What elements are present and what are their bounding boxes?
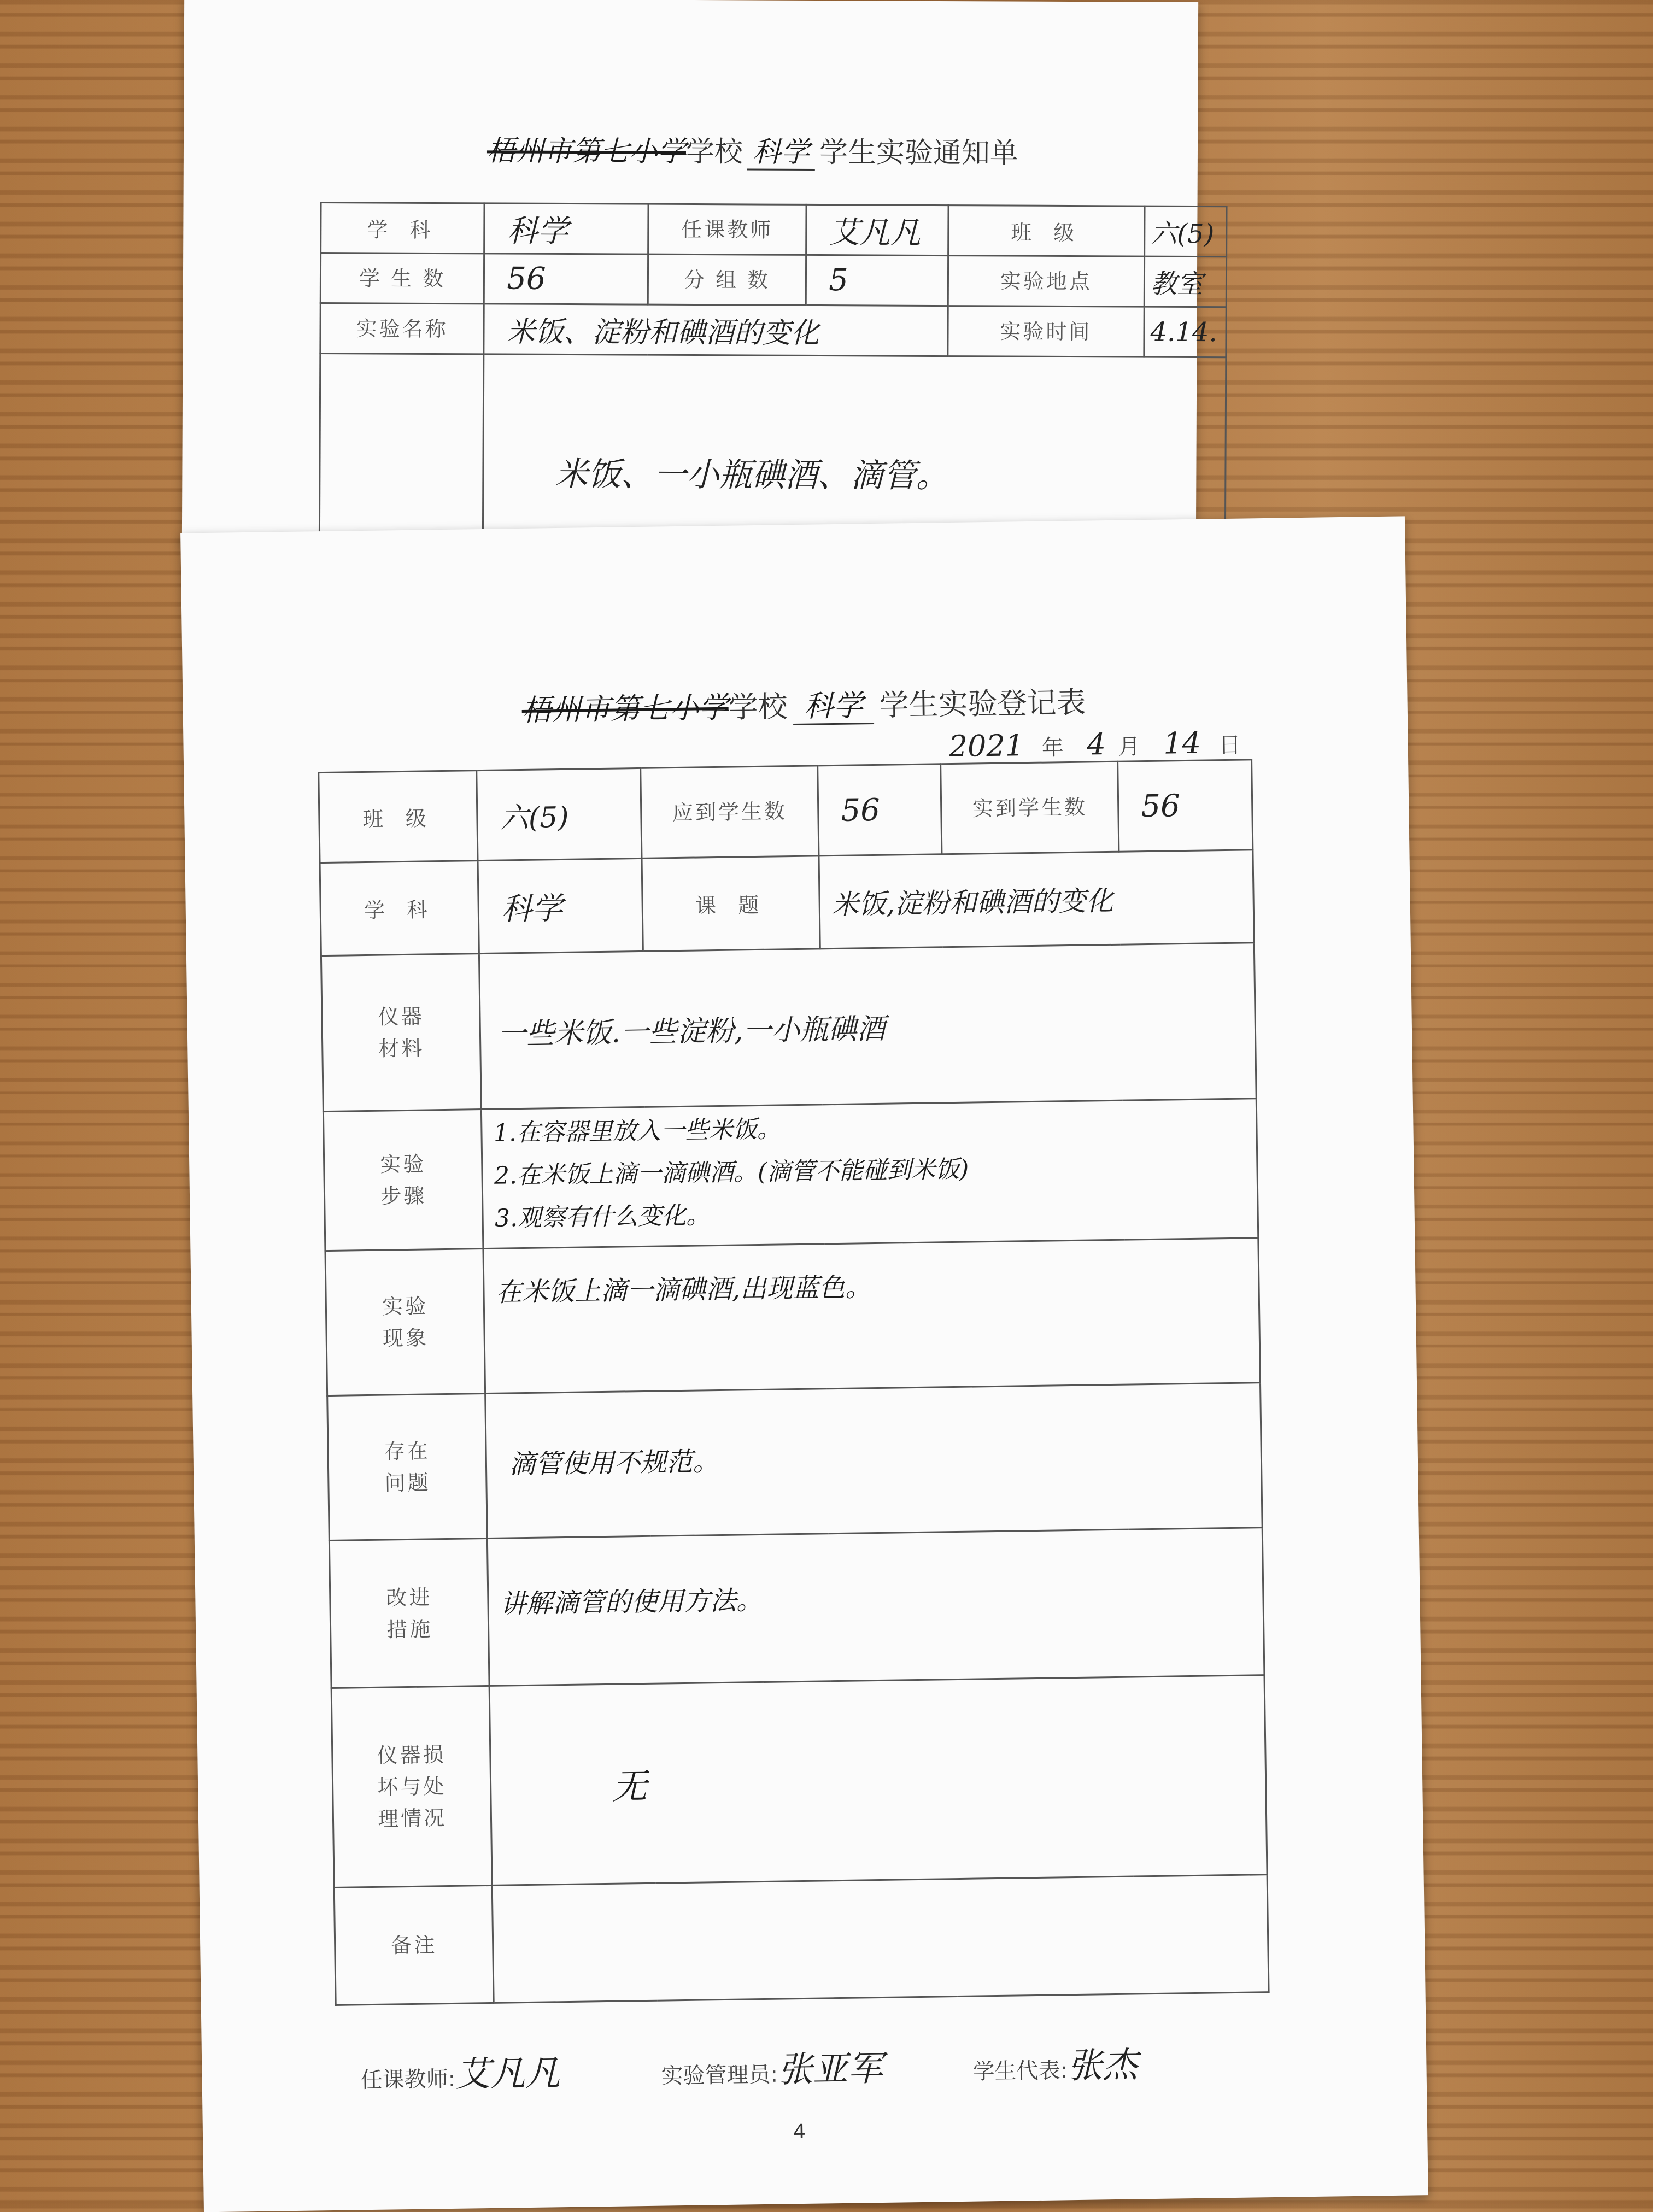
date-month: 4 — [1087, 727, 1106, 762]
register-value-phenomenon: 在米饭上滴一滴碘酒,出现蓝色。 — [483, 1238, 1260, 1394]
date-month-unit: 月 — [1118, 734, 1141, 760]
notice-title-rest: 学生实验通知单 — [819, 136, 1019, 170]
date-year: 2021 — [948, 728, 1024, 764]
date-day: 14 — [1163, 725, 1201, 761]
register-value-class: 六(5) — [477, 768, 642, 860]
register-value-remarks — [493, 1875, 1269, 2003]
step-item: 3.观察有什么变化。 — [494, 1201, 711, 1233]
register-label-improvement — [329, 1538, 489, 1688]
footer-student-label: 学生代表: — [972, 2058, 1068, 2085]
notice-label-students: 学 生 数 — [320, 253, 484, 304]
register-label-damage — [331, 1686, 492, 1887]
register-label-improvement-l2: 措施 — [386, 1616, 433, 1642]
register-label-steps-l1: 实验 — [380, 1152, 426, 1177]
register-label-equipment-l2: 材料 — [378, 1036, 425, 1061]
notice-value-students: 56 — [484, 254, 648, 304]
footer-admin — [661, 2040, 883, 2094]
register-label-topic: 课 题 — [642, 856, 820, 952]
notice-value-equipment: 米饭、一小瓶碘酒、滴管。 — [483, 354, 1226, 587]
register-value-subject: 科学 — [478, 858, 643, 953]
notice-value-groups: 5 — [806, 255, 948, 306]
date-year-unit: 年 — [1041, 735, 1064, 761]
notice-title — [487, 127, 1018, 171]
register-date — [948, 725, 1241, 764]
date-day-unit: 日 — [1218, 732, 1241, 759]
register-label-damage-l2: 坏与处 — [377, 1774, 447, 1799]
register-subject: 科学 — [793, 688, 874, 725]
notice-label-location: 实验地点 — [948, 256, 1145, 307]
footer-teacher-label: 任课教师: — [360, 2066, 456, 2093]
register-label-improvement-l1: 改进 — [386, 1585, 432, 1610]
register-label-actual: 实到学生数 — [941, 761, 1119, 854]
notice-label-subject: 学 科 — [321, 203, 485, 254]
footer-admin-label: 实验管理员: — [661, 2062, 778, 2089]
register-value-improvement: 讲解滴管的使用方法。 — [488, 1528, 1264, 1686]
register-label-phenomenon — [325, 1249, 485, 1396]
register-value-problems: 滴管使用不规范。 — [485, 1383, 1262, 1539]
register-label-remarks: 备注 — [334, 1885, 494, 2005]
footer-admin-signature: 张亚军 — [777, 2048, 883, 2091]
register-label-problems — [327, 1394, 488, 1541]
register-value-equipment: 一些米饭.一些淀粉,一小瓶碘酒 — [479, 943, 1256, 1110]
notice-label-exp-name: 实验名称 — [320, 303, 484, 354]
notice-value-class: 六(5) — [1145, 206, 1227, 257]
register-label-steps — [323, 1110, 483, 1251]
register-label-problems-l2: 问题 — [384, 1470, 431, 1495]
step-item: 1.在容器里放入一些米饭。 — [493, 1115, 782, 1147]
notice-label-groups: 分 组 数 — [648, 254, 806, 305]
notice-school-suffix: 学校 — [685, 135, 743, 169]
notice-value-teacher: 艾凡凡 — [806, 204, 948, 255]
register-table — [318, 759, 1269, 2006]
register-label-subject: 学 科 — [320, 861, 479, 956]
register-label-phenomenon-l1: 实验 — [382, 1294, 429, 1319]
notice-label-class: 班 级 — [948, 206, 1145, 257]
notice-value-exp-time: 4.14. — [1144, 307, 1226, 357]
register-school-name: 梧州市第七小学 — [521, 690, 729, 727]
register-label-equipment-l1: 仪器 — [378, 1004, 425, 1029]
register-title-rest: 学生实验登记表 — [879, 685, 1087, 723]
register-label-phenomenon-l2: 现象 — [382, 1325, 429, 1351]
notice-school-name: 梧州市第七小学 — [486, 134, 687, 168]
register-label-equipment — [321, 954, 481, 1112]
notice-value-subject: 科学 — [484, 203, 648, 254]
footer-student-signature: 张杰 — [1067, 2045, 1138, 2087]
footer-teacher — [360, 2045, 561, 2098]
footer-student — [972, 2037, 1138, 2089]
notice-label-exp-time: 实验时间 — [948, 306, 1145, 357]
notice-sheet — [182, 0, 1217, 549]
notice-value-location: 教室 — [1144, 256, 1226, 307]
register-sheet — [180, 516, 1428, 2212]
register-value-actual: 56 — [1118, 760, 1253, 852]
page-number: 4 — [793, 2120, 806, 2144]
register-school-suffix: 学校 — [728, 689, 788, 725]
register-label-expected: 应到学生数 — [641, 766, 819, 859]
notice-value-exp-name: 米饭、淀粉和碘酒的变化 — [484, 304, 948, 356]
register-label-class: 班 级 — [319, 771, 478, 863]
notice-label-teacher: 任课教师 — [648, 204, 807, 255]
notice-subject: 科学 — [747, 136, 815, 171]
register-label-problems-l1: 存在 — [384, 1439, 431, 1464]
steps-list — [482, 1101, 1257, 1240]
register-value-topic: 米饭,淀粉和碘酒的变化 — [819, 850, 1254, 949]
step-item: 2.在米饭上滴一滴碘酒。(滴管不能碰到米饭) — [494, 1155, 969, 1190]
register-label-damage-l3: 理情况 — [377, 1806, 447, 1831]
register-label-steps-l2: 步骤 — [380, 1183, 427, 1208]
register-value-expected: 56 — [818, 764, 942, 856]
register-value-steps — [482, 1099, 1258, 1249]
register-label-damage-l1: 仪器损 — [377, 1742, 446, 1768]
footer-teacher-signature: 艾凡凡 — [455, 2053, 561, 2095]
register-value-damage: 无 — [490, 1675, 1268, 1886]
register-title — [521, 679, 1086, 729]
